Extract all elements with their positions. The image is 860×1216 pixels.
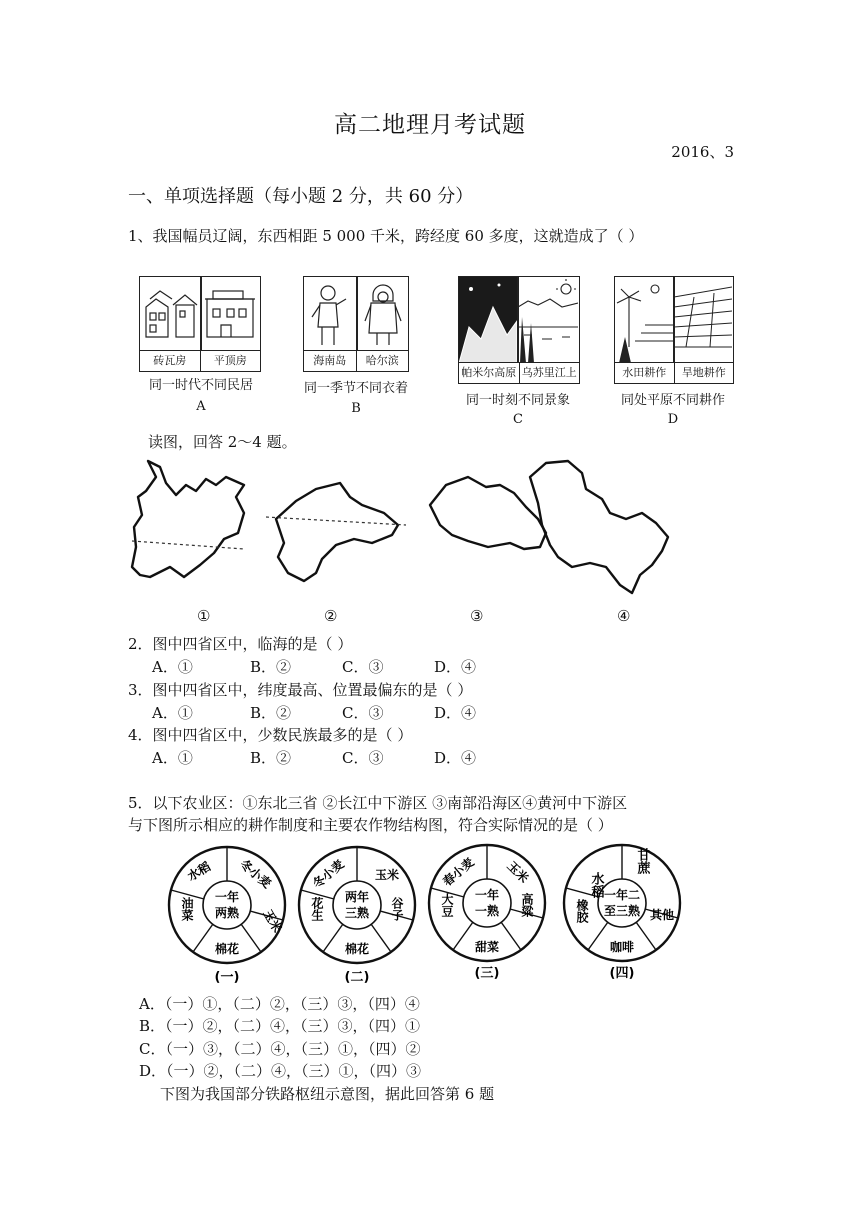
crop-label: 咖啡 xyxy=(609,940,635,954)
dry-field-illustration xyxy=(674,277,732,363)
crop-label: 玉米 xyxy=(260,907,285,935)
crop-label: 甜菜 xyxy=(474,940,500,954)
q2-option-a: A．① xyxy=(152,658,193,676)
option-c-caption: 同一时刻不同景象 xyxy=(465,393,570,408)
q2-option-b: B．② xyxy=(250,658,292,676)
crop-label: 谷子 xyxy=(390,897,404,921)
exam-date: 2016、3 xyxy=(671,143,734,161)
crop-label: 橡胶 xyxy=(575,899,589,923)
q5-option-c: C．（一）③，（二）④，（三）①，（四）② xyxy=(139,1040,421,1058)
q5-option-d: D．（一）②，（二）④，（三）①，（四）③ xyxy=(139,1062,422,1080)
wheel-1 xyxy=(169,847,285,963)
wheel-label: (四) xyxy=(609,966,635,981)
flat-roof-illustration xyxy=(201,277,259,351)
wheel-2 xyxy=(299,847,415,963)
crop-label: 其他 xyxy=(649,908,675,922)
wheel-center: 一熟 xyxy=(474,904,500,918)
wheel-3 xyxy=(429,845,545,961)
page-title: 高二地理月考试题 xyxy=(334,112,526,138)
q4-option-a: A．① xyxy=(152,749,193,767)
q5-stem-line2: 与下图所示相应的耕作制度和主要农作物结构图，符合实际情况的是（ ） xyxy=(128,816,613,834)
q3-option-d: D．④ xyxy=(434,704,477,722)
image-label: 海南岛 xyxy=(313,354,347,367)
option-a-caption: 同一时代不同民居 xyxy=(148,378,253,393)
option-d-caption: 同处平原不同耕作 xyxy=(620,393,725,408)
map-label-2: ② xyxy=(324,607,338,625)
crop-label: 水稻 xyxy=(588,872,604,898)
province-2-outline xyxy=(276,483,398,581)
option-b-image xyxy=(303,276,409,372)
crop-label: 甘蔗 xyxy=(634,848,650,874)
section-heading: 一、单项选择题（每小题 2 分，共 60 分） xyxy=(128,186,474,207)
crop-label: 棉花 xyxy=(344,942,370,956)
crop-label: 高粱 xyxy=(520,893,534,917)
crop-label: 冬小麦 xyxy=(310,856,347,891)
image-label: 旱地耕作 xyxy=(674,363,734,383)
q2-option-d: D．④ xyxy=(434,658,477,676)
summer-person-illustration xyxy=(304,277,356,351)
crop-label: 花生 xyxy=(310,897,324,921)
q5-stem-line1: 5．以下农业区：①东北三省 ②长江中下游区 ③南部沿海区④黄河中下游区 xyxy=(128,794,628,812)
winter-person-illustration xyxy=(357,277,409,351)
crop-wheels-figure xyxy=(160,840,700,990)
wheel-label: (一) xyxy=(214,970,240,985)
q4-stem: 4．图中四省区中，少数民族最多的是（ ） xyxy=(128,726,413,744)
province-3-outline xyxy=(430,477,546,549)
q4-option-c: C．③ xyxy=(342,749,384,767)
crop-label: 油菜 xyxy=(180,897,194,921)
river-sunrise-illustration xyxy=(518,277,578,363)
image-label: 平顶房 xyxy=(200,351,261,371)
wheel-4 xyxy=(564,845,680,961)
q3-option-b: B．② xyxy=(250,704,292,722)
image-label: 水田耕作 xyxy=(622,366,667,379)
q3-option-c: C．③ xyxy=(342,704,384,722)
crop-label: 玉米 xyxy=(504,858,532,886)
q2-stem: 2．图中四省区中，临海的是（ ） xyxy=(128,635,353,653)
option-c-image xyxy=(458,276,580,384)
crop-label: 水稻 xyxy=(185,859,213,884)
image-label: 帕米尔高原 xyxy=(461,366,517,379)
option-a-letter: A xyxy=(196,399,206,414)
crop-label: 冬小麦 xyxy=(237,856,274,891)
q1-stem: 1、我国幅员辽阔，东西相距 5 000 千米，跨经度 60 多度，这就造成了（ ） xyxy=(128,227,644,245)
option-d-image xyxy=(614,276,734,384)
option-a-image xyxy=(139,276,261,372)
q5-option-b: B．（一）②，（二）④，（三）③，（四）① xyxy=(139,1017,421,1035)
wheel-center: 两熟 xyxy=(214,906,240,920)
wheel-center: 三熟 xyxy=(344,906,370,920)
q5-option-a: A．（一）①，（二）②，（三）③，（四）④ xyxy=(139,995,420,1013)
crop-label: 玉米 xyxy=(374,868,400,882)
map-instruction: 读图，回答 2～4 题。 xyxy=(148,433,297,451)
q3-option-a: A．① xyxy=(152,704,193,722)
map-label-1: ① xyxy=(197,607,211,625)
q4-option-b: B．② xyxy=(250,749,292,767)
q2-option-c: C．③ xyxy=(342,658,384,676)
province-4-outline xyxy=(530,461,668,593)
q3-stem: 3．图中四省区中，纬度最高、位置最偏东的是（ ） xyxy=(128,681,473,699)
wheel-center: 至三熟 xyxy=(603,904,641,918)
wheel-center: 两年 xyxy=(344,890,370,904)
crop-label: 春小麦 xyxy=(440,854,477,889)
map-label-4: ④ xyxy=(617,607,631,625)
q6-intro: 下图为我国部分铁路枢纽示意图，据此回答第 6 题 xyxy=(160,1085,495,1103)
option-c-letter: C xyxy=(513,412,523,427)
map-label-3: ③ xyxy=(470,607,484,625)
image-label: 砖瓦房 xyxy=(153,354,187,367)
province-1-outline xyxy=(132,461,244,577)
option-d-letter: D xyxy=(667,412,679,427)
paddy-field-illustration xyxy=(615,277,673,363)
wheel-center: 一年 xyxy=(474,888,500,902)
image-label: 乌苏里江上 xyxy=(519,363,580,383)
crop-label: 棉花 xyxy=(214,942,240,956)
pamir-night-illustration xyxy=(459,277,517,363)
option-b-letter: B xyxy=(351,401,361,416)
crop-label: 大豆 xyxy=(440,893,454,917)
q4-option-d: D．④ xyxy=(434,749,477,767)
option-b-caption: 同一季节不同衣着 xyxy=(303,381,408,396)
image-label: 哈尔滨 xyxy=(356,351,409,371)
wheel-label: (三) xyxy=(474,966,500,981)
wheel-center: 一年二 xyxy=(603,888,641,902)
wheel-label: (二) xyxy=(344,970,370,985)
wheel-center: 一年 xyxy=(214,890,240,904)
